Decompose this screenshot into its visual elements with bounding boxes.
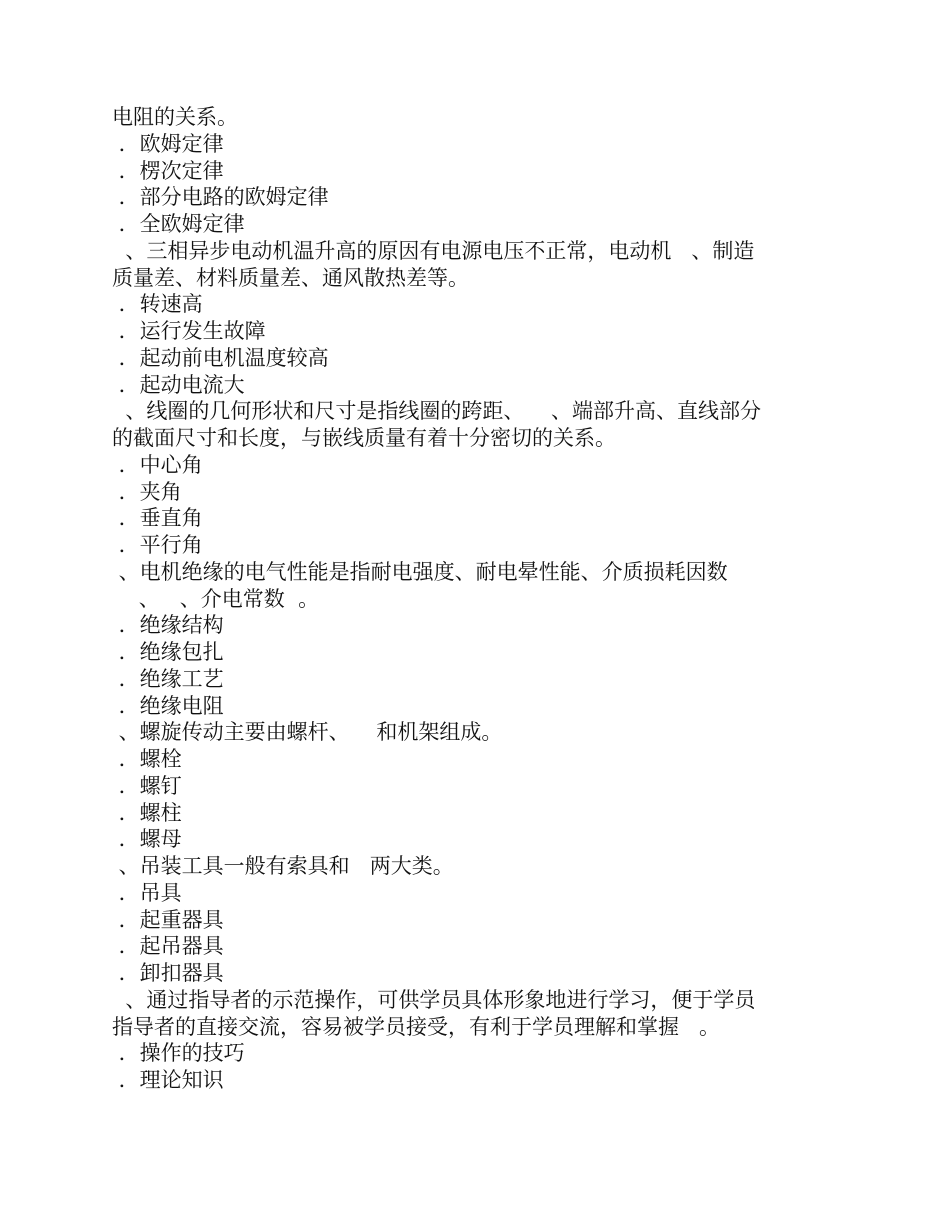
answer-option-line: ．起吊器具 bbox=[112, 934, 224, 959]
answer-option-line: ．螺母 bbox=[112, 827, 182, 852]
answer-option-line: ．平行角 bbox=[112, 533, 203, 557]
answer-option-line: ．全欧姆定律 bbox=[112, 212, 245, 236]
answer-option-line: ．螺柱 bbox=[112, 800, 182, 825]
question-text-line: 、通过指导者的示范操作，可供学员具体形象地进行学习，便于学员 bbox=[112, 987, 756, 1012]
question-text-line: 、线圈的几何形状和尺寸是指线圈的跨距、 、端部升高、直线部分 bbox=[112, 399, 762, 424]
question-text-line: 、螺旋传动主要由螺杆、 和机架组成。 bbox=[112, 720, 503, 745]
answer-option-line: ．楞次定律 bbox=[112, 158, 224, 183]
answer-option-line: ．起重器具 bbox=[112, 907, 224, 932]
answer-option-line: ．绝缘包扎 bbox=[112, 640, 224, 664]
answer-option-line: ．螺栓 bbox=[112, 747, 182, 771]
question-text-line: 、三相异步电动机温升高的原因有电源电压不正常，电动机 、制造 bbox=[112, 238, 755, 263]
answer-option-line: ．起动电流大 bbox=[112, 372, 245, 397]
answer-option-line: ．吊具 bbox=[112, 880, 182, 905]
answer-option-line: ．部分电路的欧姆定律 bbox=[112, 185, 329, 210]
question-text-line: 的截面尺寸和长度，与嵌线质量有着十分密切的关系。 bbox=[112, 426, 616, 450]
answer-option-line: ．螺钉 bbox=[112, 773, 182, 798]
answer-option-line: ．欧姆定律 bbox=[112, 131, 224, 156]
question-text-line: 指导者的直接交流，容易被学员接受，有利于学员理解和掌握 。 bbox=[112, 1014, 721, 1039]
answer-option-line: ．绝缘工艺 bbox=[112, 666, 224, 691]
question-text-line: 电阻的关系。 bbox=[112, 105, 238, 129]
answer-option-line: ．转速高 bbox=[112, 292, 203, 317]
answer-option-line: ．起动前电机温度较高 bbox=[112, 345, 329, 370]
answer-option-line: ．理论知识 bbox=[112, 1068, 224, 1092]
answer-option-line: ．卸扣器具 bbox=[112, 961, 224, 985]
document-body bbox=[112, 104, 842, 1094]
question-text-line: 、电机绝缘的电气性能是指耐电强度、耐电晕性能、介质损耗因数 bbox=[112, 559, 728, 584]
question-text-line: 质量差、材料质量差、通风散热差等。 bbox=[112, 265, 469, 290]
answer-option-line: ．垂直角 bbox=[112, 506, 203, 531]
answer-option-line: ．中心角 bbox=[112, 452, 203, 477]
question-text-line: 、 、介电常数 。 bbox=[112, 586, 320, 611]
answer-option-line: ．夹角 bbox=[112, 479, 182, 504]
answer-option-line: ．绝缘电阻 bbox=[112, 693, 224, 718]
question-text-line: 、吊装工具一般有索具和 两大类。 bbox=[112, 854, 454, 878]
answer-option-line: ．操作的技巧 bbox=[112, 1041, 245, 1066]
answer-option-line: ．绝缘结构 bbox=[112, 613, 224, 638]
answer-option-line: ．运行发生故障 bbox=[112, 319, 266, 343]
